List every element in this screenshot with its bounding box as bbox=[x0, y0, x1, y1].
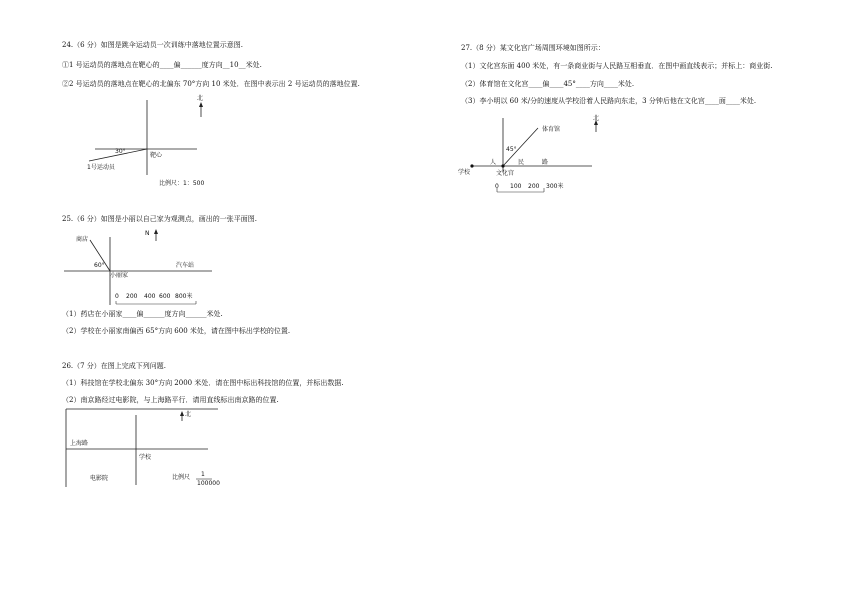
q27-angle-label: 45° bbox=[506, 146, 517, 153]
q25-home-label: 小丽家 bbox=[110, 272, 129, 279]
q24-diagram bbox=[85, 95, 225, 190]
q27-ruler-2: 200 bbox=[528, 183, 540, 190]
q27-palace-label: 文化宫 bbox=[496, 170, 515, 177]
q27-sub1: （1）文化宫东面 400 米处，有一条商业街与人民路互相垂直．在图中画直线表示；并标上：商业街. bbox=[461, 62, 773, 70]
q24-line2: ②2 号运动员的落地点在靶心的北偏东 70°方向 10 米处．在图中表示出 2 号运动员的落地位置. bbox=[62, 80, 360, 88]
q24-north-label: 北 bbox=[197, 95, 204, 102]
q27-road-char-1: 人 bbox=[490, 159, 497, 166]
q27-school-label: 学校 bbox=[458, 169, 471, 176]
q27-ruler-3: 300米 bbox=[546, 183, 564, 190]
q25-ruler-2: 400 bbox=[144, 293, 156, 300]
q26-sub1: （1）科技馆在学校北偏东 30°方向 2000 米处．请在图中标出科技馆的位置，并标出数据. bbox=[62, 379, 344, 387]
q25-ruler-3: 600 bbox=[159, 293, 171, 300]
q26-diagram bbox=[62, 405, 222, 490]
q26-scale-numerator: 1 bbox=[201, 471, 205, 478]
q24-runner-label: 1号运动员 bbox=[87, 164, 115, 171]
q26-sub2: （2）南京路经过电影院，与上海路平行．请用直线标出南京路的位置. bbox=[62, 396, 279, 404]
q24-scale-label: 比例尺：1：500 bbox=[159, 180, 205, 187]
q25-north-label: N bbox=[145, 230, 150, 237]
q27-sub2: （2）体育馆在文化宫____偏____45°____方向____米处. bbox=[461, 80, 635, 88]
q26-scale-denominator: 100000 bbox=[197, 480, 220, 487]
q25-ruler-0: 0 bbox=[115, 293, 119, 300]
q27-title: 27.（8 分）某文化宫广场周围环境如图所示： bbox=[461, 44, 605, 52]
q27-sub3: （3）李小明以 60 米/分的速度从学校沿着人民路向东走，3 分钟后他在文化宫____面____米处. bbox=[461, 97, 757, 105]
q27-ruler-1: 100 bbox=[510, 183, 522, 190]
q27-ruler-0: 0 bbox=[495, 183, 499, 190]
q24-target-label: 靶心 bbox=[150, 152, 163, 159]
q25-sub1: （1）药店在小丽家____偏______度方向______米处. bbox=[62, 310, 223, 318]
q25-ruler-4: 800米 bbox=[175, 293, 193, 300]
q24-angle-label: 30° bbox=[115, 148, 126, 155]
q26-school-label: 学校 bbox=[139, 454, 152, 461]
q27-gym-label: 体育馆 bbox=[542, 126, 561, 133]
q27-road-char-3: 路 bbox=[542, 159, 549, 166]
q24-line1: ①1 号运动员的落地点在靶心的____偏______度方向__10__米处. bbox=[62, 61, 262, 69]
q27-north-label: 北 bbox=[593, 115, 600, 122]
q26-cinema-label: 电影院 bbox=[90, 475, 109, 482]
q25-title: 25.（6 分）如图是小丽以自己家为观测点，画出的一张平面图. bbox=[62, 215, 258, 223]
q26-north-label: 北 bbox=[185, 411, 192, 418]
q26-road-label: 上海路 bbox=[70, 440, 89, 447]
q25-sub2: （2）学校在小丽家南偏西 65°方向 600 米处，请在图中标出学校的位置. bbox=[62, 327, 291, 335]
q26-title: 26.（7 分）在图上完成下列问题. bbox=[62, 362, 167, 370]
q27-road-char-2: 民 bbox=[518, 159, 525, 166]
q24-title: 24.（6 分）如图是跳伞运动员一次训练中落地位置示意图. bbox=[62, 41, 244, 49]
q26-scale-label: 比例尺 bbox=[172, 474, 191, 481]
q25-station-label: 汽车站 bbox=[176, 262, 195, 269]
q25-angle-label: 60° bbox=[94, 262, 105, 269]
q25-shop-label: 商店 bbox=[76, 236, 89, 243]
q25-ruler-1: 200 bbox=[126, 293, 138, 300]
